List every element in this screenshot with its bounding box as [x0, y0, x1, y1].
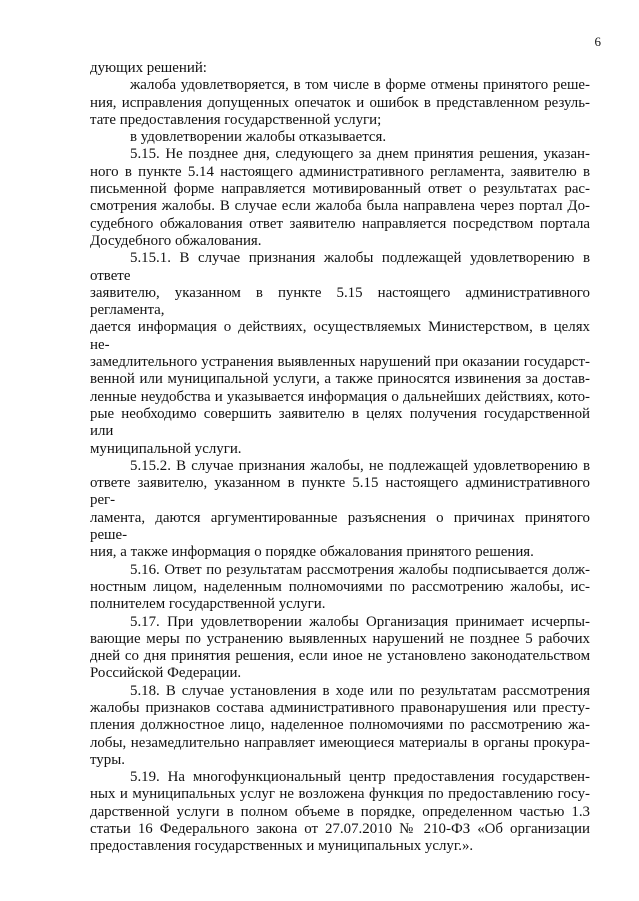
text-line: статьи 16 Федерального закона от 27.07.2010 № 210-ФЗ «Об организации [90, 821, 590, 838]
text-line: ламента, даются аргументированные разъяснения о причинах принятого реше- [90, 509, 590, 544]
body-text [90, 60, 590, 856]
text-line: 5.15.1. В случае признания жалобы подлежащей удовлетворению в ответе [90, 250, 590, 284]
text-line: дующих решений: [90, 60, 207, 76]
text-line: жалоба удовлетворяется, в том числе в форме отмены принятого реше- [130, 77, 590, 94]
text-line: дней со дня принятия решения, если иное не установлено законодательством [90, 648, 590, 665]
text-line: ответе заявителю, указанном в пункте 5.15 настоящего административного рег- [90, 475, 590, 509]
text-line: ного в пункте 5.14 настоящего административного регламента, заявителю в [90, 163, 590, 180]
text-line: ния, а также информация о порядке обжалования принятого решения. [90, 544, 534, 561]
text-line: венной или муниципальной услуги, а также приносятся извинения за достав- [90, 371, 590, 388]
text-line: дарственной услуги в полном объеме в порядке, определенном частью 1.3 [90, 803, 590, 820]
text-line: Досудебного обжалования. [90, 232, 262, 249]
text-line: ния, исправления допущенных опечаток и ошибок в представленном резуль- [90, 94, 590, 111]
text-line: лобы, незамедлительно направляет имеющиеся материалы в органы прокура- [90, 734, 590, 751]
text-line: 5.16. Ответ по результатам рассмотрения жалобы подписывается долж- [130, 561, 590, 578]
text-line: 5.17. При удовлетворении жалобы Организация принимает исчерпы- [130, 613, 590, 630]
text-line: пления должностное лицо, наделенное полномочиями по рассмотрению жа- [90, 717, 590, 734]
text-line: 5.15.2. В случае признания жалобы, не подлежащей удовлетворению в [130, 457, 590, 474]
text-line: дается информация о действиях, осуществляемых Министерством, в целях не- [90, 319, 590, 353]
text-line: 5.15. Не позднее дня, следующего за днем принятия решения, указан- [130, 146, 590, 163]
text-line: Российской Федерации. [90, 665, 242, 682]
text-line: судебного обжалования ответ заявителю направляется посредством портала [90, 215, 590, 232]
text-line: рые необходимо совершить заявителю в целях получения государственной или [90, 405, 590, 440]
text-line: в удовлетворении жалобы отказывается. [130, 129, 387, 146]
text-line: 5.18. В случае установления в ходе или по результатам рассмотрения [130, 682, 590, 699]
text-line: полнителем государственной услуги. [90, 596, 326, 613]
text-line: ностным лицом, наделенным полномочиями по рассмотрению жалобы, ис- [90, 578, 590, 595]
text-line: замедлительного устранения выявленных нарушений при оказании государст- [90, 354, 590, 371]
text-line: предоставления государственных и муниципальных услуг.». [90, 838, 474, 855]
text-line: туры. [90, 751, 125, 768]
text-line: письменной форме направляется мотивированный ответ о результатах рас- [90, 181, 590, 198]
text-line: 5.19. На многофункциональный центр предоставления государствен- [130, 769, 590, 786]
text-line: ленные неудобства и указывается информация о дальнейших действиях, кото- [90, 388, 590, 405]
text-line: заявителю, указанном в пункте 5.15 настоящего административного регламента, [90, 284, 590, 319]
text-line: жалобы признаков состава административного правонарушения или престу- [90, 699, 590, 716]
text-line: ных и муниципальных услуг не возложена функция по предоставлению госу- [90, 786, 590, 803]
text-line: смотрения жалобы. В случае если жалоба была направлена через портал До- [90, 198, 590, 215]
page-number: 6 [594, 34, 601, 49]
text-line: вающие меры по устранению выявленных нарушений не позднее 5 рабочих [90, 630, 590, 647]
text-line: муниципальной услуги. [90, 440, 242, 457]
text-line: тате предоставления государственной услуги; [90, 111, 382, 128]
